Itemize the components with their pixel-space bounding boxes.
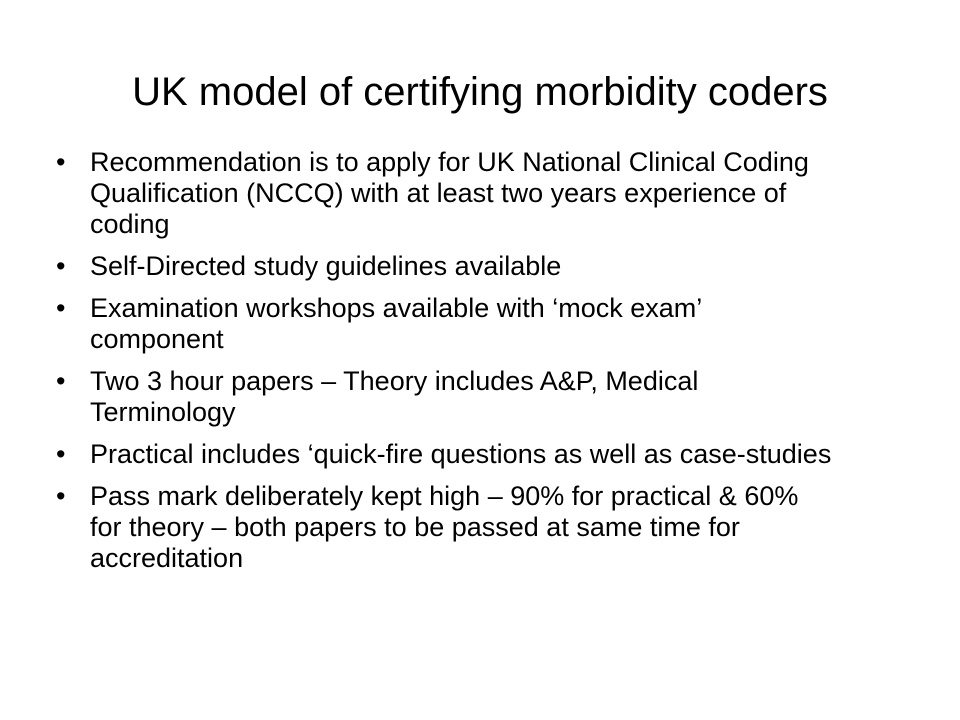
bullet-dot-icon: • — [56, 481, 66, 511]
bullet-text: Two 3 hour papers – Theory includes A&P, Medical Terminology — [90, 366, 699, 427]
bullet-text: Pass mark deliberately kept high – 90% for practical & 60% for theory – both papers to be passed at same time for accreditation — [90, 481, 799, 573]
bullet-dot-icon: • — [56, 439, 66, 469]
bullet-item — [56, 366, 836, 428]
bullet-list — [56, 147, 836, 585]
bullet-text: Examination workshops available with ‘mock exam’ component — [90, 293, 702, 354]
bullet-dot-icon: • — [56, 147, 66, 177]
bullet-dot-icon: • — [56, 293, 66, 323]
slide-title: UK model of certifying morbidity coders — [132, 70, 828, 114]
bullet-text: Recommendation is to apply for UK National Clinical Coding Qualification (NCCQ) with at least two years experience of coding — [90, 147, 809, 239]
bullet-item — [56, 147, 836, 240]
bullet-dot-icon: • — [56, 366, 66, 396]
bullet-item — [56, 293, 836, 355]
bullet-text: Self-Directed study guidelines available — [90, 251, 562, 281]
bullet-text: Practical includes ‘quick-fire questions as well as case-studies — [90, 439, 832, 469]
bullet-item — [56, 481, 836, 574]
bullet-item — [56, 439, 836, 470]
bullet-dot-icon: • — [56, 251, 66, 281]
bullet-item — [56, 251, 836, 282]
